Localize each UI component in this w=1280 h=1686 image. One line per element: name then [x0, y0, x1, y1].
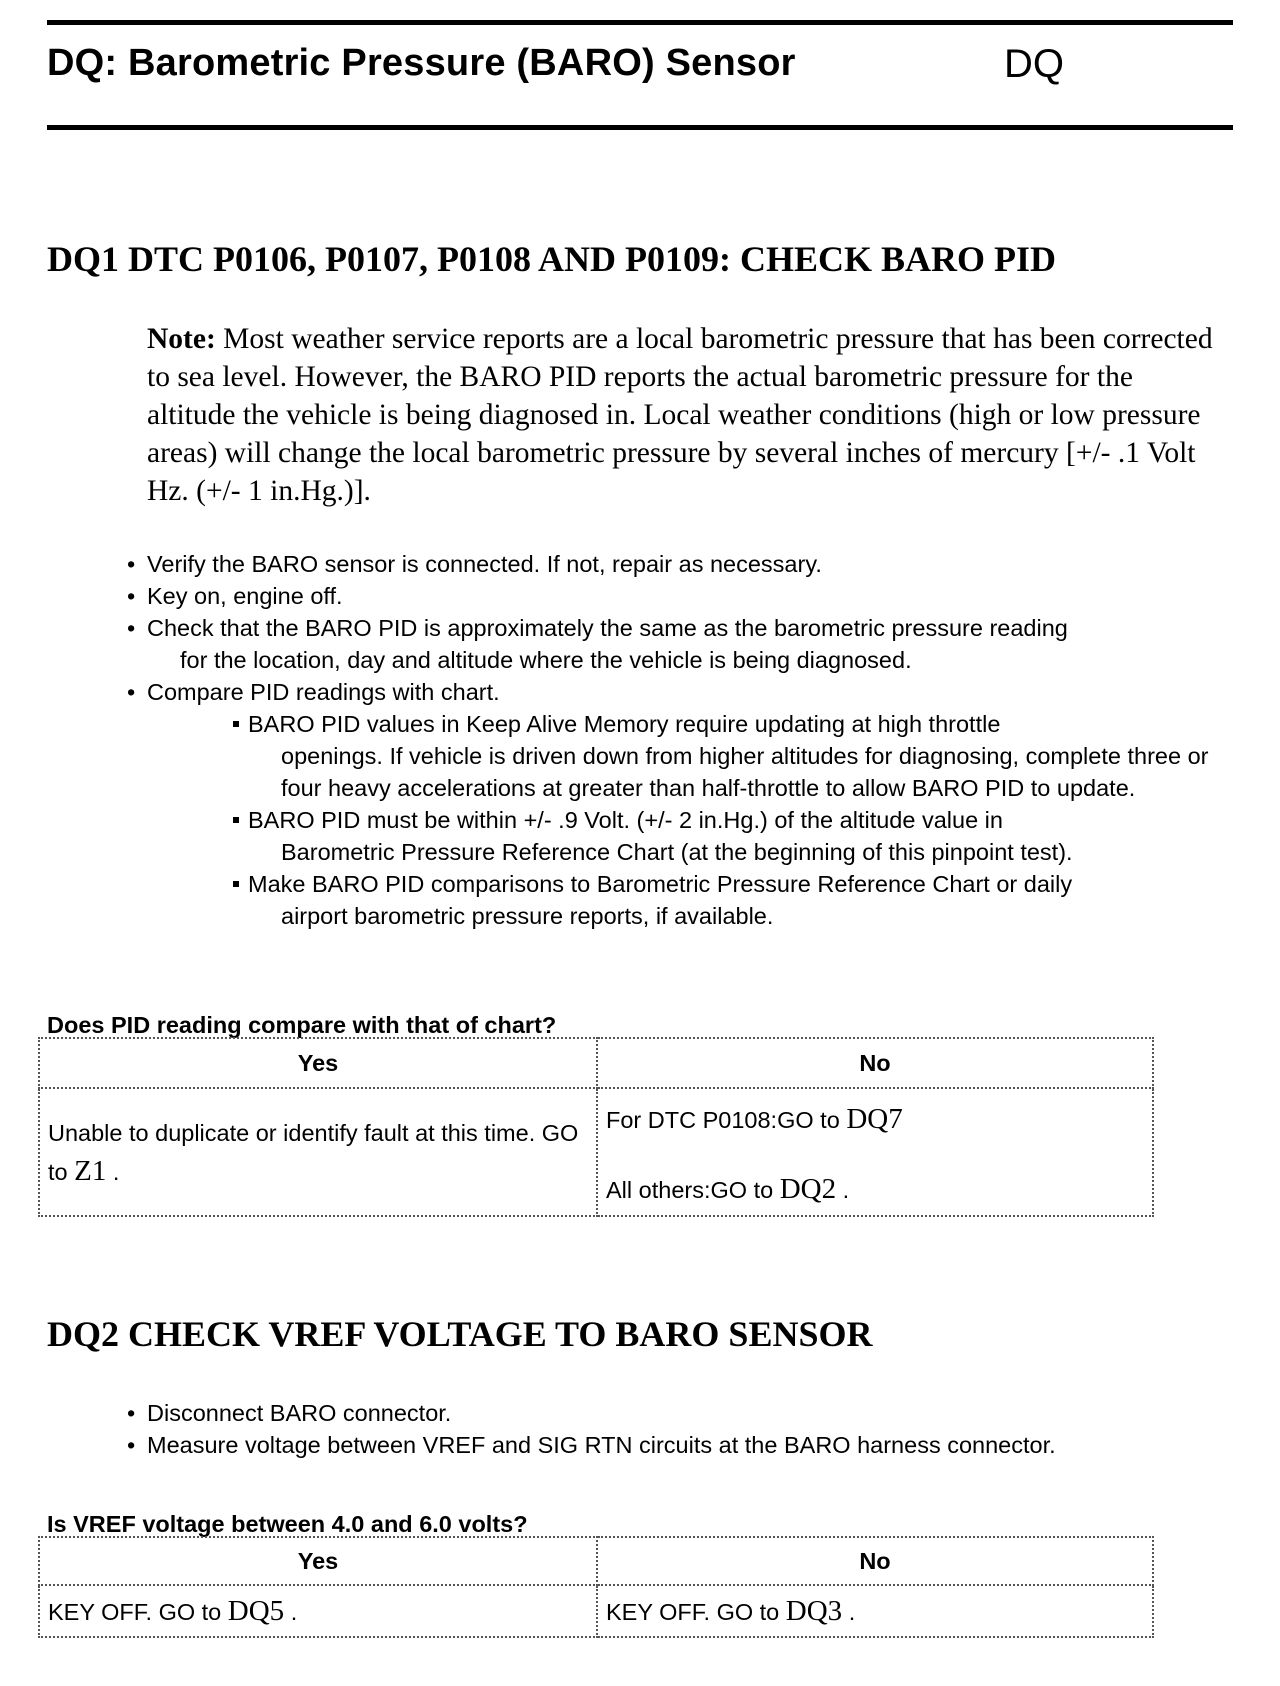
no-cell — [597, 1585, 1153, 1637]
dq2-question: Is VREF voltage between 4.0 and 6.0 volts? — [47, 1511, 528, 1537]
yes-cell-end: . — [284, 1598, 298, 1625]
no-cell-line-2 — [606, 1173, 849, 1206]
no-line1-text: For DTC P0108:GO to — [606, 1107, 847, 1133]
note-label: Note: — [147, 323, 216, 355]
sub-list-item-continuation: airport barometric pressure reports, if available. — [281, 903, 774, 929]
sub-list-item-text: BARO PID values in Keep Alive Memory require updating at high throttle — [248, 711, 1001, 737]
list-item-text: Check that the BARO PID is approximately the same as the barometric pressure reading — [147, 615, 1068, 641]
note-text: Most weather service reports are a local barometric pressure that has been corrected to sea level. However, the BARO PID reports the actual barometric pressure for the altitude the vehicle is being diagnosed in. Local weather conditions (high or low pressure areas) will change the local barometric pressure by several inches of mercury [+/- .1 Volt Hz. (+/- 1 in.Hg.)]. — [147, 323, 1213, 507]
yes-cell — [39, 1585, 597, 1637]
list-item: • Measure voltage between VREF and SIG RTN circuits at the BARO harness connector. — [127, 1429, 1237, 1461]
yes-header: Yes — [39, 1537, 597, 1585]
sub-list-item-continuation: Barometric Pressure Reference Chart (at the beginning of this pinpoint test). — [281, 839, 1073, 865]
link-dq7[interactable]: DQ7 — [846, 1103, 903, 1135]
list-item-text: Compare PID readings with chart. — [147, 679, 500, 705]
top-rule — [47, 20, 1233, 25]
yes-cell-text: Unable to duplicate or identify fault at this time. GO to — [48, 1119, 579, 1185]
dq2-bullet-list — [127, 1397, 1237, 1461]
dq1-bullet-list — [127, 548, 1237, 932]
no-line2-end: . — [836, 1177, 850, 1203]
table-row — [39, 1585, 1153, 1637]
no-cell-text: KEY OFF. GO to — [606, 1598, 786, 1625]
link-z1[interactable]: Z1 — [74, 1154, 107, 1187]
dq1-question: Does PID reading compare with that of chart? — [47, 1012, 557, 1038]
table-header-row — [39, 1537, 1153, 1585]
no-cell — [597, 1088, 1153, 1216]
sub-list-item-continuation: openings. If vehicle is driven down from higher altitudes for diagnosing, complete three or four heavy accelerations at greater than half-throttle to allow BARO PID to update. — [281, 743, 1209, 801]
no-header: No — [597, 1537, 1153, 1585]
list-item-continuation: for the location, day and altitude where the vehicle is being diagnosed. — [180, 647, 912, 673]
list-item: • Key on, engine off. — [127, 580, 1237, 612]
step-heading-dq1: DQ1 DTC P0106, P0107, P0108 AND P0109: CHECK BARO PID — [47, 239, 1056, 279]
yes-cell-end: . — [106, 1158, 120, 1185]
sub-bullet-list — [147, 708, 1237, 932]
table-row — [39, 1088, 1153, 1216]
link-dq2[interactable]: DQ2 — [779, 1173, 837, 1205]
page-code: DQ — [1004, 42, 1064, 86]
list-item — [127, 676, 1237, 932]
step-heading-dq2: DQ2 CHECK VREF VOLTAGE TO BARO SENSOR — [47, 1314, 873, 1354]
sub-list-item-text: Make BARO PID comparisons to Barometric Pressure Reference Chart or daily — [248, 871, 1073, 897]
no-cell-end: . — [842, 1598, 856, 1625]
sub-list-item — [230, 804, 1237, 868]
list-item — [127, 612, 1237, 676]
header-bottom-rule — [47, 125, 1233, 130]
list-item: • Verify the BARO sensor is connected. If not, repair as necessary. — [127, 548, 1237, 580]
yes-header: Yes — [39, 1038, 597, 1088]
no-line2-text: All others:GO to — [606, 1177, 780, 1203]
no-header: No — [597, 1038, 1153, 1088]
table-header-row — [39, 1038, 1153, 1088]
sub-list-item-text: BARO PID must be within +/- .9 Volt. (+/- 2 in.Hg.) of the altitude value in — [248, 807, 1003, 833]
dq1-decision-table — [38, 1037, 1154, 1217]
yes-cell-text: KEY OFF. GO to — [48, 1598, 228, 1625]
list-item: • Disconnect BARO connector. — [127, 1397, 1237, 1429]
yes-cell — [39, 1088, 597, 1216]
link-dq5[interactable]: DQ5 — [227, 1594, 285, 1627]
sub-list-item — [230, 868, 1237, 932]
no-cell-line-1 — [606, 1103, 903, 1136]
sub-list-item — [230, 708, 1237, 804]
note-paragraph — [147, 320, 1222, 510]
dq2-decision-table — [38, 1536, 1154, 1638]
page-title: DQ: Barometric Pressure (BARO) Sensor — [47, 42, 796, 84]
link-dq3[interactable]: DQ3 — [785, 1594, 843, 1627]
